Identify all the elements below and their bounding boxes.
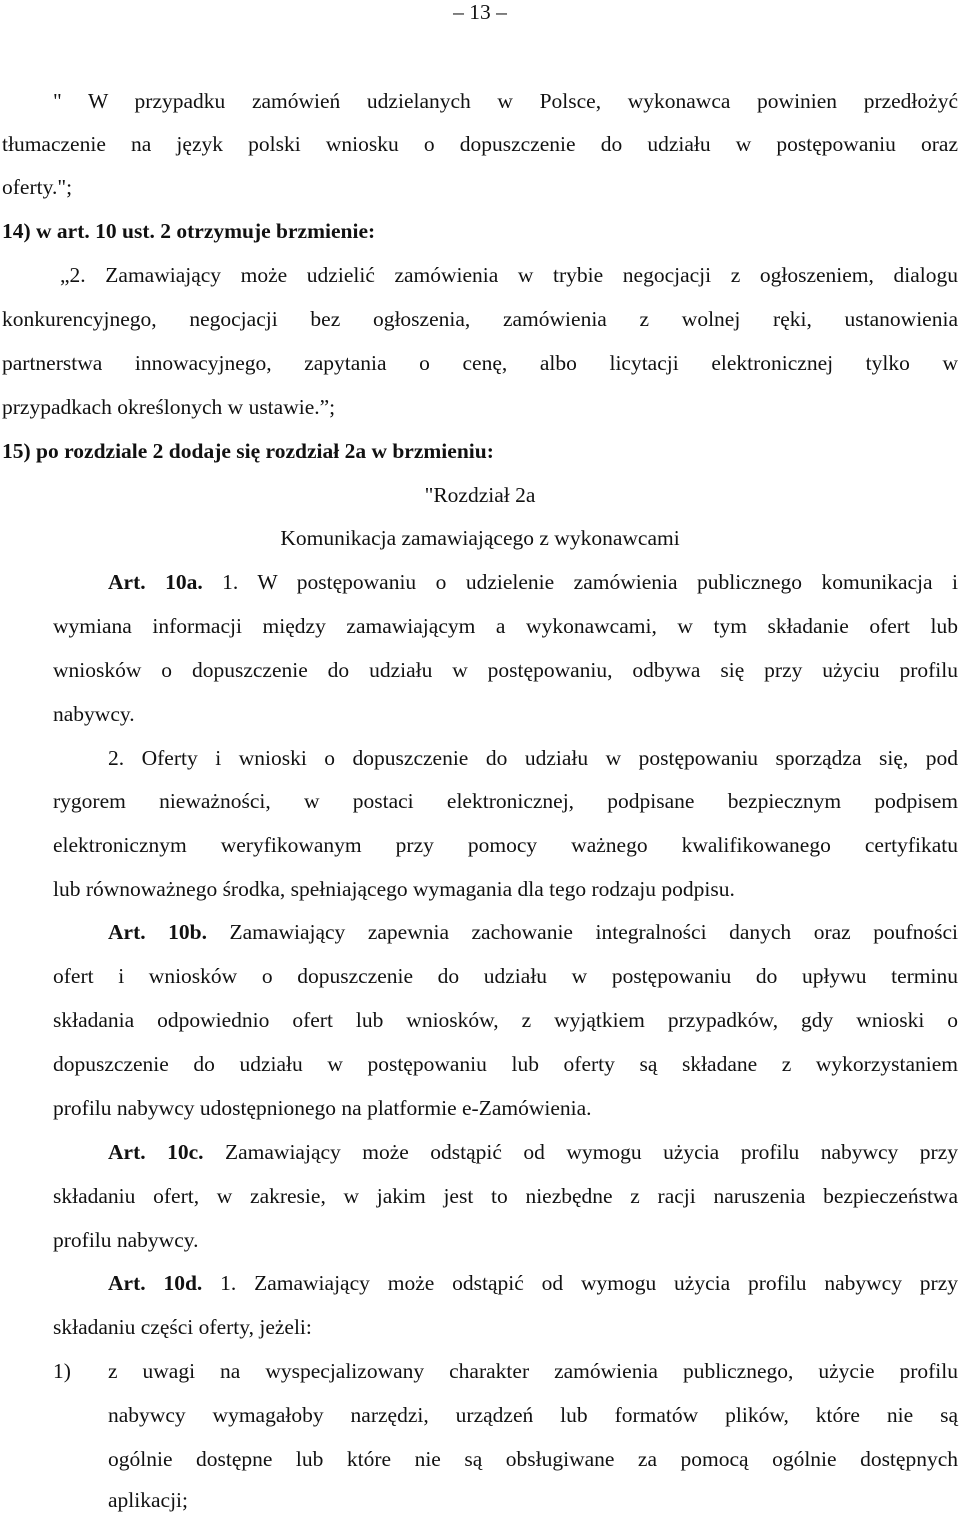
paragraph-line: wniosków o dopuszczenie do udziału w postępowaniu, odbywa się przy użyciu profilu	[53, 658, 958, 682]
paragraph-line: " W przypadku zamówień udzielanych w Polsce, wykonawca powinien przedłożyć	[53, 89, 958, 113]
item-15-heading: 15) po rozdziale 2 dodaje się rozdział 2a w brzmieniu:	[2, 439, 494, 463]
paragraph-line: konkurencyjnego, negocjacji bez ogłoszenia, zamówienia z wolnej ręki, ustanowienia	[2, 307, 958, 331]
paragraph-line: składaniu ofert, w zakresie, w jakim jest to niezbędne z racji naruszenia bezpieczeństwa	[53, 1184, 958, 1208]
paragraph-line: rygorem nieważności, w postaci elektronicznej, podpisane bezpiecznym podpisem	[53, 789, 958, 813]
paragraph-line: elektronicznym weryfikowanym przy pomocy ważnego kwalifikowanego certyfikatu	[53, 833, 958, 857]
paragraph-line: 2. Oferty i wnioski o dopuszczenie do udziału w postępowaniu sporządza się, pod	[108, 746, 958, 770]
paragraph-line: partnerstwa innowacyjnego, zapytania o cenę, albo licytacji elektronicznej tylko w	[2, 351, 958, 375]
paragraph-line: lub równoważnego środka, spełniającego wymagania dla tego rodzaju podpisu.	[53, 877, 735, 901]
article-10b-label: Art. 10b.	[108, 920, 207, 944]
paragraph-line: wymiana informacji między zamawiającym a wykonawcami, w tym składanie ofert lub	[53, 614, 958, 638]
list-item-line: nabywcy wymagałoby narzędzi, urządzeń lub formatów plików, które nie są	[108, 1403, 958, 1427]
article-10d-label: Art. 10d.	[108, 1271, 203, 1295]
page-number: – 13 –	[453, 0, 507, 24]
article-10c-first-line	[108, 1142, 958, 1164]
article-10b-text: Zamawiający zapewnia zachowanie integralności danych oraz poufności	[229, 920, 959, 944]
chapter-subtitle: Komunikacja zamawiającego z wykonawcami	[280, 526, 680, 550]
article-10a-first-line	[108, 572, 958, 594]
paragraph-line: przypadkach określonych w ustawie.”;	[2, 395, 336, 419]
list-item-line: ogólnie dostępne lub które nie są obsługiwane za pomocą ogólnie dostępnych	[108, 1447, 958, 1471]
paragraph-line: profilu nabywcy.	[53, 1228, 199, 1252]
article-10a-label: Art. 10a.	[108, 570, 203, 594]
article-10a-text: 1. W postępowaniu o udzielenie zamówienia publicznego komunikacja i	[222, 570, 959, 594]
list-item-line: z uwagi na wyspecjalizowany charakter zamówienia publicznego, użycie profilu	[108, 1359, 958, 1383]
paragraph-line: „2. Zamawiający może udzielić zamówienia w trybie negocjacji z ogłoszeniem, dialogu	[60, 263, 958, 287]
chapter-title: "Rozdział 2a	[424, 483, 536, 507]
paragraph-line: dopuszczenie do udziału w postępowaniu lub oferty są składane z wykorzystaniem	[53, 1052, 958, 1076]
paragraph-line: składaniu części oferty, jeżeli:	[53, 1315, 312, 1339]
paragraph-line: profilu nabywcy udostępnionego na platformie e-Zamówienia.	[53, 1096, 592, 1120]
paragraph-line: ofert i wniosków o dopuszczenie do udziału w postępowaniu do upływu terminu	[53, 964, 958, 988]
paragraph-line: oferty.";	[2, 175, 73, 199]
item-14-heading: 14) w art. 10 ust. 2 otrzymuje brzmienie:	[2, 219, 376, 243]
article-10d-text: 1. Zamawiający może odstąpić od wymogu użycia profilu nabywcy przy	[220, 1271, 959, 1295]
paragraph-line: tłumaczenie na język polski wniosku o dopuszczenie do udziału w postępowaniu oraz	[2, 132, 958, 156]
article-10d-first-line	[108, 1273, 958, 1295]
article-10c-text: Zamawiający może odstąpić od wymogu użycia profilu nabywcy przy	[224, 1140, 958, 1164]
article-10b-first-line	[108, 922, 958, 944]
article-10c-label: Art. 10c.	[108, 1140, 204, 1164]
paragraph-line: składania odpowiednio ofert lub wniosków, z wyjątkiem przypadków, gdy wnioski o	[53, 1008, 958, 1032]
list-item-number: 1)	[53, 1359, 71, 1383]
list-item-line: aplikacji;	[108, 1488, 188, 1512]
paragraph-line: nabywcy.	[53, 702, 135, 726]
